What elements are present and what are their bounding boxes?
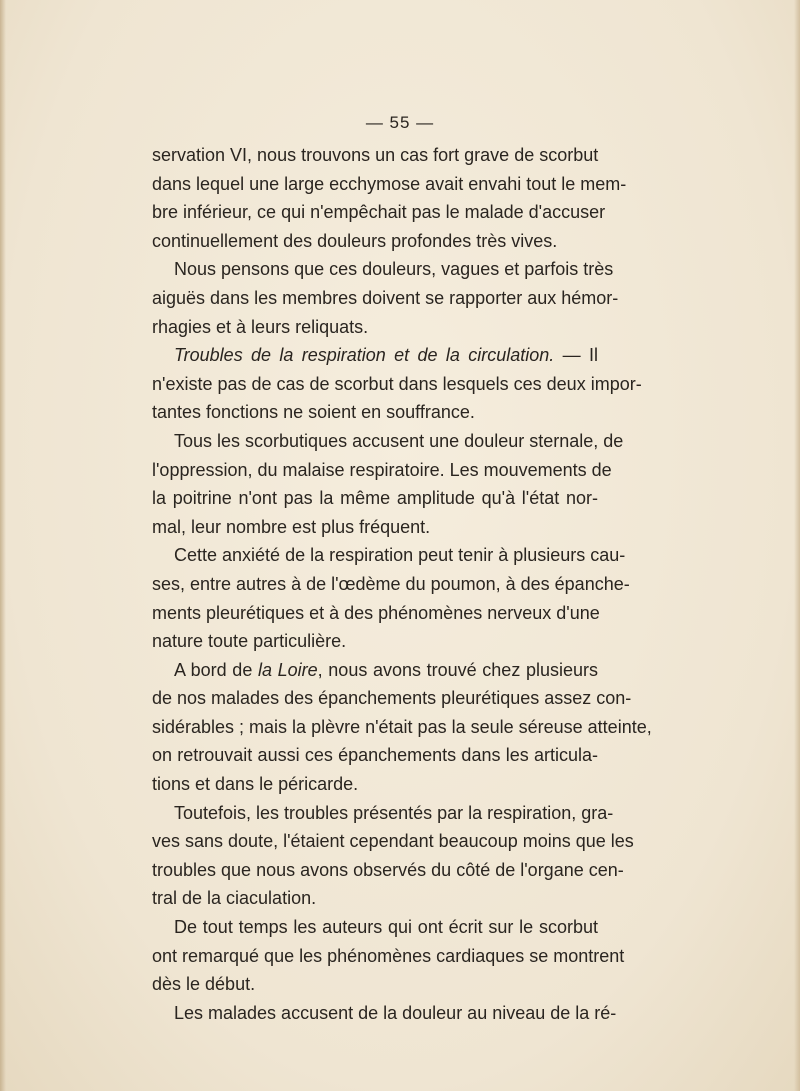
section-heading: Troubles de la respiration et de la circulation. [174,345,555,366]
text-line: n'existe pas de cas de scorbut dans lesquels ces deux impor- [152,373,642,394]
text-line: troubles que nous avons observés du côté de l'organe cen- [152,859,624,880]
text-line: ments pleurétiques et à des phénomènes nerveux d'une [152,602,600,623]
text-line: tral de la ciaculation. [152,888,317,909]
text-line: Toutefois, les troubles présentés par la respiration, gra- [174,802,614,823]
text-line: tions et dans le péricarde. [152,774,359,795]
text-fragment: — Il [562,345,598,366]
text-line-with-ship-name [152,656,598,685]
text-line: continuellement des douleurs profondes très vives. [152,230,558,251]
text-line: aiguës dans les membres doivent se rapporter aux hémor- [152,287,619,308]
text-line: Nous pensons que ces douleurs, vagues et parfois très [174,259,614,280]
text-line: Les malades accusent de la douleur au niveau de la ré- [174,1002,617,1023]
page-number: — 55 — [365,113,435,132]
text-line: la poitrine n'ont pas la même amplitude qu'à l'état nor- [152,488,598,509]
text-line: tantes fonctions ne soient en souffrance. [152,402,475,423]
text-line: de nos malades des épanchements pleurétiques assez con- [152,688,632,709]
text-line: Cette anxiété de la respiration peut tenir à plusieurs cau- [174,545,626,566]
text-line: on retrouvait aussi ces épanchements dans les articula- [152,745,598,766]
ship-name: la Loire [257,659,318,680]
text-line: mal, leur nombre est plus fréquent. [152,516,431,537]
text-line: De tout temps les auteurs qui ont écrit sur le scorbut [174,917,598,938]
text-line: servation VI, nous trouvons un cas fort grave de scorbut [152,145,599,165]
text-line: l'oppression, du malaise respiratoire. Les mouvements de [152,459,612,480]
body-text [152,141,652,1027]
page-edge-right [794,0,800,1091]
text-line: dès le début. [152,974,256,995]
text-line: rhagies et à leurs reliquats. [152,316,369,337]
text-fragment: , nous avons trouvé chez plusieurs [317,659,598,680]
text-line: ses, entre autres à de l'œdème du poumon, à des épanche- [152,573,630,594]
page-edge-left [0,0,6,1091]
text-line: dans lequel une large ecchymose avait envahi tout le mem- [152,173,627,194]
text-line: bre inférieur, ce qui n'empêchait pas le malade d'accuser [152,202,606,223]
text-line: sidérables ; mais la plèvre n'était pas la seule séreuse atteinte, [152,716,652,737]
section-heading-line [152,341,598,370]
text-line: ves sans doute, l'étaient cependant beaucoup moins que les [152,831,634,852]
text-line: ont remarqué que les phénomènes cardiaques se montrent [152,945,625,966]
text-line: nature toute particulière. [152,631,347,652]
text-fragment: A bord de [174,659,258,680]
text-line: Tous les scorbutiques accusent une douleur sternale, de [174,430,624,451]
